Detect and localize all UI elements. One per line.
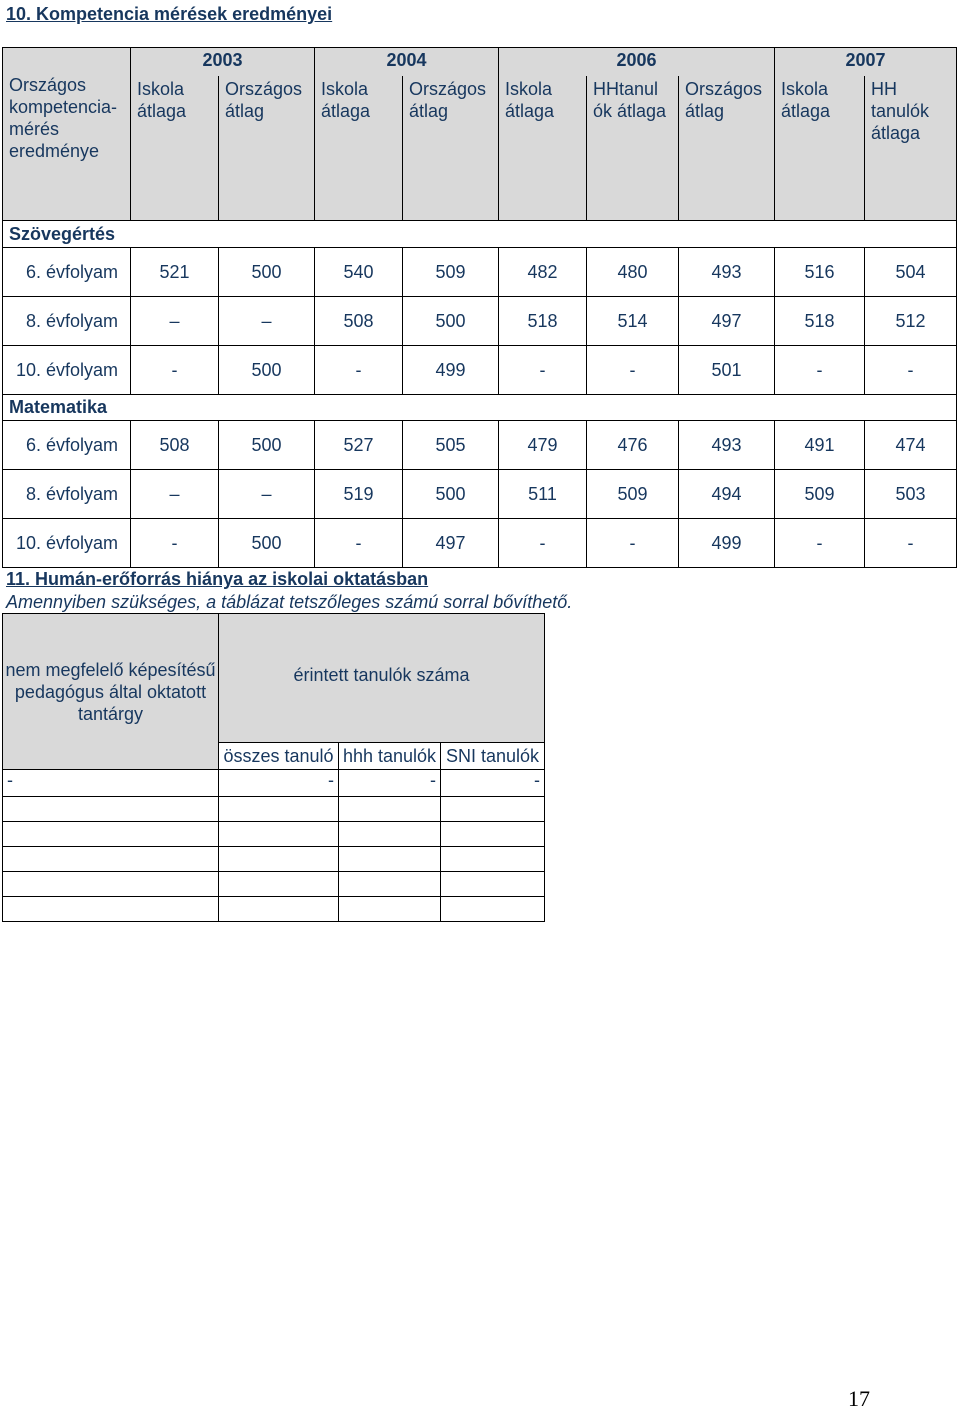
cell-value: 499 [679,519,775,568]
cell-value: - [131,346,219,395]
cell-value: - [339,770,441,797]
table-row [3,421,957,470]
cell-value: 514 [587,297,679,346]
subject-header: nem megfelelő képesítésű pedagógus által oktatott tantárgy [3,614,219,770]
row-label: 10. évfolyam [3,346,131,395]
competency-results-table [2,47,957,568]
empty-cell [441,872,545,897]
table-row [3,297,957,346]
col-header: Iskola átlaga [315,76,403,220]
year-2006: 2006 [499,48,775,77]
row-label: 10. évfolyam [3,519,131,568]
cell-value: 497 [403,519,499,568]
cell-value: 500 [403,470,499,519]
table-row [3,470,957,519]
cell-value: 480 [587,248,679,297]
section-11-note: Amennyiben szükséges, a táblázat tetszőleges számú sorral bővíthető. [6,592,573,612]
cell-value: 512 [865,297,957,346]
cell-value: 503 [865,470,957,519]
sub-header: összes tanuló [219,743,339,770]
cell-value: 516 [775,248,865,297]
table-row [3,847,545,872]
empty-cell [219,872,339,897]
cell-value: - [441,770,545,797]
empty-cell [219,847,339,872]
cell-value: 476 [587,421,679,470]
cell-value: 482 [499,248,587,297]
cell-value: - [219,770,339,797]
cell-value: 504 [865,248,957,297]
page-number: 17 [848,1386,870,1411]
col-header: Iskola átlaga [499,76,587,220]
cell-value: 494 [679,470,775,519]
empty-cell [339,847,441,872]
cell-value: 508 [315,297,403,346]
cell-value: - [587,519,679,568]
cell-value: - [499,519,587,568]
section-matematika: Matematika [3,395,957,421]
cell-value: 518 [775,297,865,346]
cell-value: 540 [315,248,403,297]
cell-value: - [3,770,219,797]
row-label: 6. évfolyam [3,421,131,470]
col-header: HHtanul ók átlaga [587,76,679,220]
empty-cell [3,897,219,922]
cell-value: 491 [775,421,865,470]
cell-value: 500 [219,248,315,297]
empty-cell [441,822,545,847]
empty-cell [339,822,441,847]
row-label: 8. évfolyam [3,470,131,519]
table-row [3,770,545,797]
empty-cell [3,872,219,897]
empty-cell [339,872,441,897]
year-2004: 2004 [315,48,499,77]
cell-value: 500 [403,297,499,346]
cell-value: 521 [131,248,219,297]
students-header: érintett tanulók száma [219,614,545,743]
empty-cell [441,897,545,922]
cell-value: 527 [315,421,403,470]
empty-cell [441,847,545,872]
cell-value: 501 [679,346,775,395]
cell-value: - [131,519,219,568]
cell-value: - [315,346,403,395]
corner-header: Országos kompetencia-mérés eredménye [3,48,131,221]
empty-cell [219,822,339,847]
sub-header: SNI tanulók [441,743,545,770]
empty-cell [339,897,441,922]
year-2003: 2003 [131,48,315,77]
table-row [3,248,957,297]
cell-value: - [865,519,957,568]
cell-value: 499 [403,346,499,395]
section-10-title: 10. Kompetencia mérések eredményei [6,4,333,24]
cell-value: - [865,346,957,395]
cell-value: - [315,519,403,568]
cell-value: 519 [315,470,403,519]
cell-value: 509 [403,248,499,297]
cell-value: 508 [131,421,219,470]
empty-cell [3,797,219,822]
table-row [3,872,545,897]
empty-cell [339,797,441,822]
empty-cell [3,847,219,872]
cell-value: 500 [219,421,315,470]
col-header: Országos átlag [219,76,315,220]
cell-value: – [131,470,219,519]
cell-value: – [219,470,315,519]
cell-value: 509 [587,470,679,519]
col-header: Iskola átlaga [775,76,865,220]
cell-value: - [499,346,587,395]
year-2007: 2007 [775,48,957,77]
section-szovegertes: Szövegértés [3,221,957,248]
row-label: 8. évfolyam [3,297,131,346]
table-row [3,822,545,847]
cell-value: - [775,519,865,568]
cell-value: 511 [499,470,587,519]
table-row [3,897,545,922]
empty-cell [3,822,219,847]
empty-cell [441,797,545,822]
cell-value: – [219,297,315,346]
empty-cell [219,797,339,822]
cell-value: 500 [219,346,315,395]
empty-cell [219,897,339,922]
cell-value: 474 [865,421,957,470]
sub-header: hhh tanulók [339,743,441,770]
cell-value: 497 [679,297,775,346]
col-header: HH tanulók átlaga [865,76,957,220]
cell-value: 493 [679,248,775,297]
cell-value: - [775,346,865,395]
cell-value: 509 [775,470,865,519]
table-row [3,797,545,822]
cell-value: - [587,346,679,395]
table-row [3,346,957,395]
cell-value: 493 [679,421,775,470]
table-row [3,519,957,568]
col-header: Országos átlag [403,76,499,220]
cell-value: 518 [499,297,587,346]
cell-value: – [131,297,219,346]
row-label: 6. évfolyam [3,248,131,297]
col-header: Iskola átlaga [131,76,219,220]
human-resource-table [2,613,545,922]
cell-value: 500 [219,519,315,568]
col-header: Országos átlag [679,76,775,220]
cell-value: 505 [403,421,499,470]
cell-value: 479 [499,421,587,470]
section-11-title: 11. Humán-erőforrás hiánya az iskolai oktatásban [6,569,429,589]
